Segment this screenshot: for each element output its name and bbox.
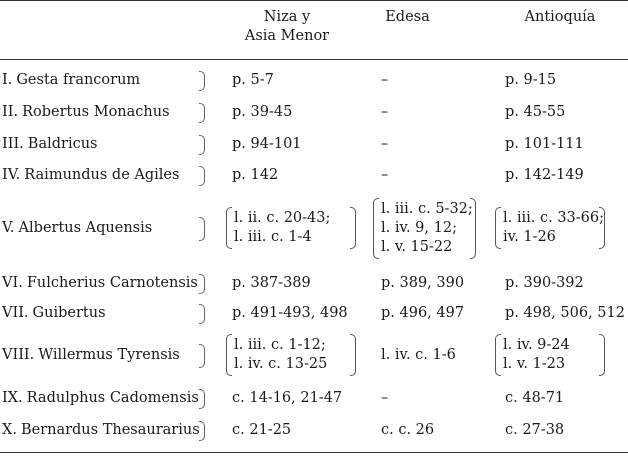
row-author	[2, 421, 200, 440]
cell-niza	[232, 103, 292, 122]
cell-edesa-line: l. v. 15-22	[381, 238, 453, 255]
brace-mark	[199, 166, 205, 186]
row-author	[2, 135, 98, 154]
cell-edesa	[381, 103, 388, 122]
row-author	[2, 389, 199, 408]
bottom-rule	[0, 452, 628, 453]
header-niza-line1: Niza y	[263, 9, 311, 25]
cell-niza-line: l. ii. c. 20-43;	[234, 210, 331, 226]
cell-edesa-bracket	[373, 198, 476, 259]
row-author-name: Baldricus	[27, 135, 98, 152]
cell-antioquia-line: p. 9-15	[505, 71, 557, 88]
cell-edesa	[381, 135, 388, 154]
cell-edesa	[381, 71, 388, 90]
row-author	[2, 219, 152, 238]
cell-niza-line: p. 491-493, 498	[232, 304, 348, 321]
cell-antioquia-line: l. iii. c. 33-66;	[503, 210, 605, 226]
top-rule	[0, 0, 628, 1]
cell-antioquia	[505, 135, 584, 154]
cell-antioquia-line: l. v. 1-23	[503, 356, 566, 372]
brace-mark	[199, 103, 205, 123]
cell-antioquia	[505, 389, 564, 408]
cell-niza	[232, 421, 291, 440]
cell-edesa-line: –	[381, 71, 389, 88]
row-author	[2, 304, 106, 323]
cell-antioquia-bracket	[495, 207, 605, 249]
cell-antioquia-line: p. 101-111	[505, 135, 584, 152]
cell-edesa	[381, 421, 434, 440]
row-number: IX.	[2, 389, 23, 406]
row-number: III.	[2, 135, 24, 152]
cell-niza	[232, 274, 311, 293]
cell-antioquia-line: c. 27-38	[505, 421, 565, 438]
cell-edesa-line: c. c. 26	[381, 421, 435, 438]
row-number: I.	[2, 71, 13, 88]
row-number: II.	[2, 103, 19, 120]
cell-edesa	[381, 274, 464, 293]
row-author-name: Fulcherius Carnotensis	[26, 274, 198, 291]
row-number: V.	[2, 219, 15, 236]
row-author-name: Gesta francorum	[16, 71, 141, 88]
row-author	[2, 103, 170, 122]
cell-antioquia	[505, 103, 565, 122]
cell-niza-line: l. iv. c. 13-25	[234, 356, 328, 372]
cell-antioquia	[505, 166, 584, 185]
cell-niza	[232, 135, 302, 154]
row-author	[2, 71, 140, 90]
cell-niza-line: p. 94-101	[232, 135, 302, 152]
cell-niza-line: p. 142	[232, 166, 279, 183]
cell-antioquia-line: c. 48-71	[505, 389, 565, 406]
cell-niza-line: l. iii. c. 1-12;	[234, 337, 326, 353]
cell-niza	[232, 304, 348, 323]
cell-edesa-line: p. 389, 390	[381, 274, 465, 291]
row-author	[2, 166, 179, 185]
row-number: VI.	[2, 274, 23, 291]
brace-mark	[199, 344, 205, 368]
cell-edesa-line: l. iv. 9, 12;	[381, 219, 457, 236]
cell-antioquia-bracket	[495, 334, 605, 376]
row-number: VII.	[2, 304, 29, 321]
brace-mark	[199, 274, 205, 294]
cell-edesa	[381, 346, 456, 365]
cell-antioquia-line: l. iv. 9-24	[503, 337, 570, 353]
header-antioquia: Antioquía	[524, 9, 596, 25]
row-author-name: Radulphus Cadomensis	[26, 389, 199, 406]
brace-mark	[199, 389, 205, 409]
cell-edesa-line: p. 496, 497	[381, 304, 465, 321]
brace-mark	[199, 217, 205, 241]
header-edesa: Edesa	[385, 9, 430, 25]
header-niza-line2: Asia Menor	[244, 28, 330, 44]
row-number: VIII.	[2, 346, 35, 363]
cell-antioquia	[505, 71, 556, 90]
cell-niza-line: c. 14-16, 21-47	[232, 389, 343, 406]
row-number: IV.	[2, 166, 21, 183]
cell-niza	[232, 389, 342, 408]
row-author-name: Willermus Tyrensis	[38, 346, 180, 363]
cell-niza-bracket	[226, 207, 356, 249]
cell-edesa	[381, 389, 388, 408]
brace-mark	[199, 71, 205, 91]
row-author-name: Bernardus Thesaurarius	[20, 421, 200, 438]
row-number: X.	[2, 421, 17, 438]
cell-niza-line: p. 5-7	[232, 71, 274, 88]
cell-edesa-line: l. iii. c. 5-32;	[381, 200, 473, 217]
cell-edesa-line: l. iv. c. 1-6	[381, 346, 456, 363]
header-rule	[0, 59, 628, 60]
cell-edesa	[381, 166, 388, 185]
cell-niza-line: p. 387-389	[232, 274, 311, 291]
cell-edesa-line: –	[381, 389, 389, 406]
row-author-name: Raimundus de Agiles	[24, 166, 180, 183]
header-niza	[232, 8, 342, 46]
brace-mark	[199, 421, 205, 441]
brace-mark	[199, 304, 205, 324]
cell-edesa-line: –	[381, 135, 389, 152]
cell-niza-line: c. 21-25	[232, 421, 292, 438]
row-author-name: Albertus Aquensis	[18, 219, 153, 236]
cell-antioquia-line: p. 498, 506, 512	[505, 304, 625, 321]
cell-antioquia	[505, 421, 564, 440]
row-author	[2, 274, 198, 293]
cell-antioquia-line: p. 390-392	[505, 274, 584, 291]
cell-niza	[232, 71, 274, 90]
brace-mark	[199, 135, 205, 155]
row-author-name: Guibertus	[32, 304, 106, 321]
cell-edesa	[381, 304, 464, 323]
cell-niza-line: p. 39-45	[232, 103, 293, 120]
cell-antioquia-line: p. 45-55	[505, 103, 566, 120]
row-author	[2, 346, 180, 365]
cell-edesa-line: –	[381, 166, 389, 183]
row-author-name: Robertus Monachus	[22, 103, 170, 120]
cell-niza-bracket	[226, 334, 356, 376]
cell-edesa-line: –	[381, 103, 389, 120]
cell-antioquia	[505, 304, 625, 323]
cell-antioquia-line: p. 142-149	[505, 166, 584, 183]
cell-antioquia	[505, 274, 584, 293]
cell-niza	[232, 166, 278, 185]
cell-antioquia-line: iv. 1-26	[503, 229, 556, 245]
cell-niza-line: l. iii. c. 1-4	[234, 229, 312, 245]
